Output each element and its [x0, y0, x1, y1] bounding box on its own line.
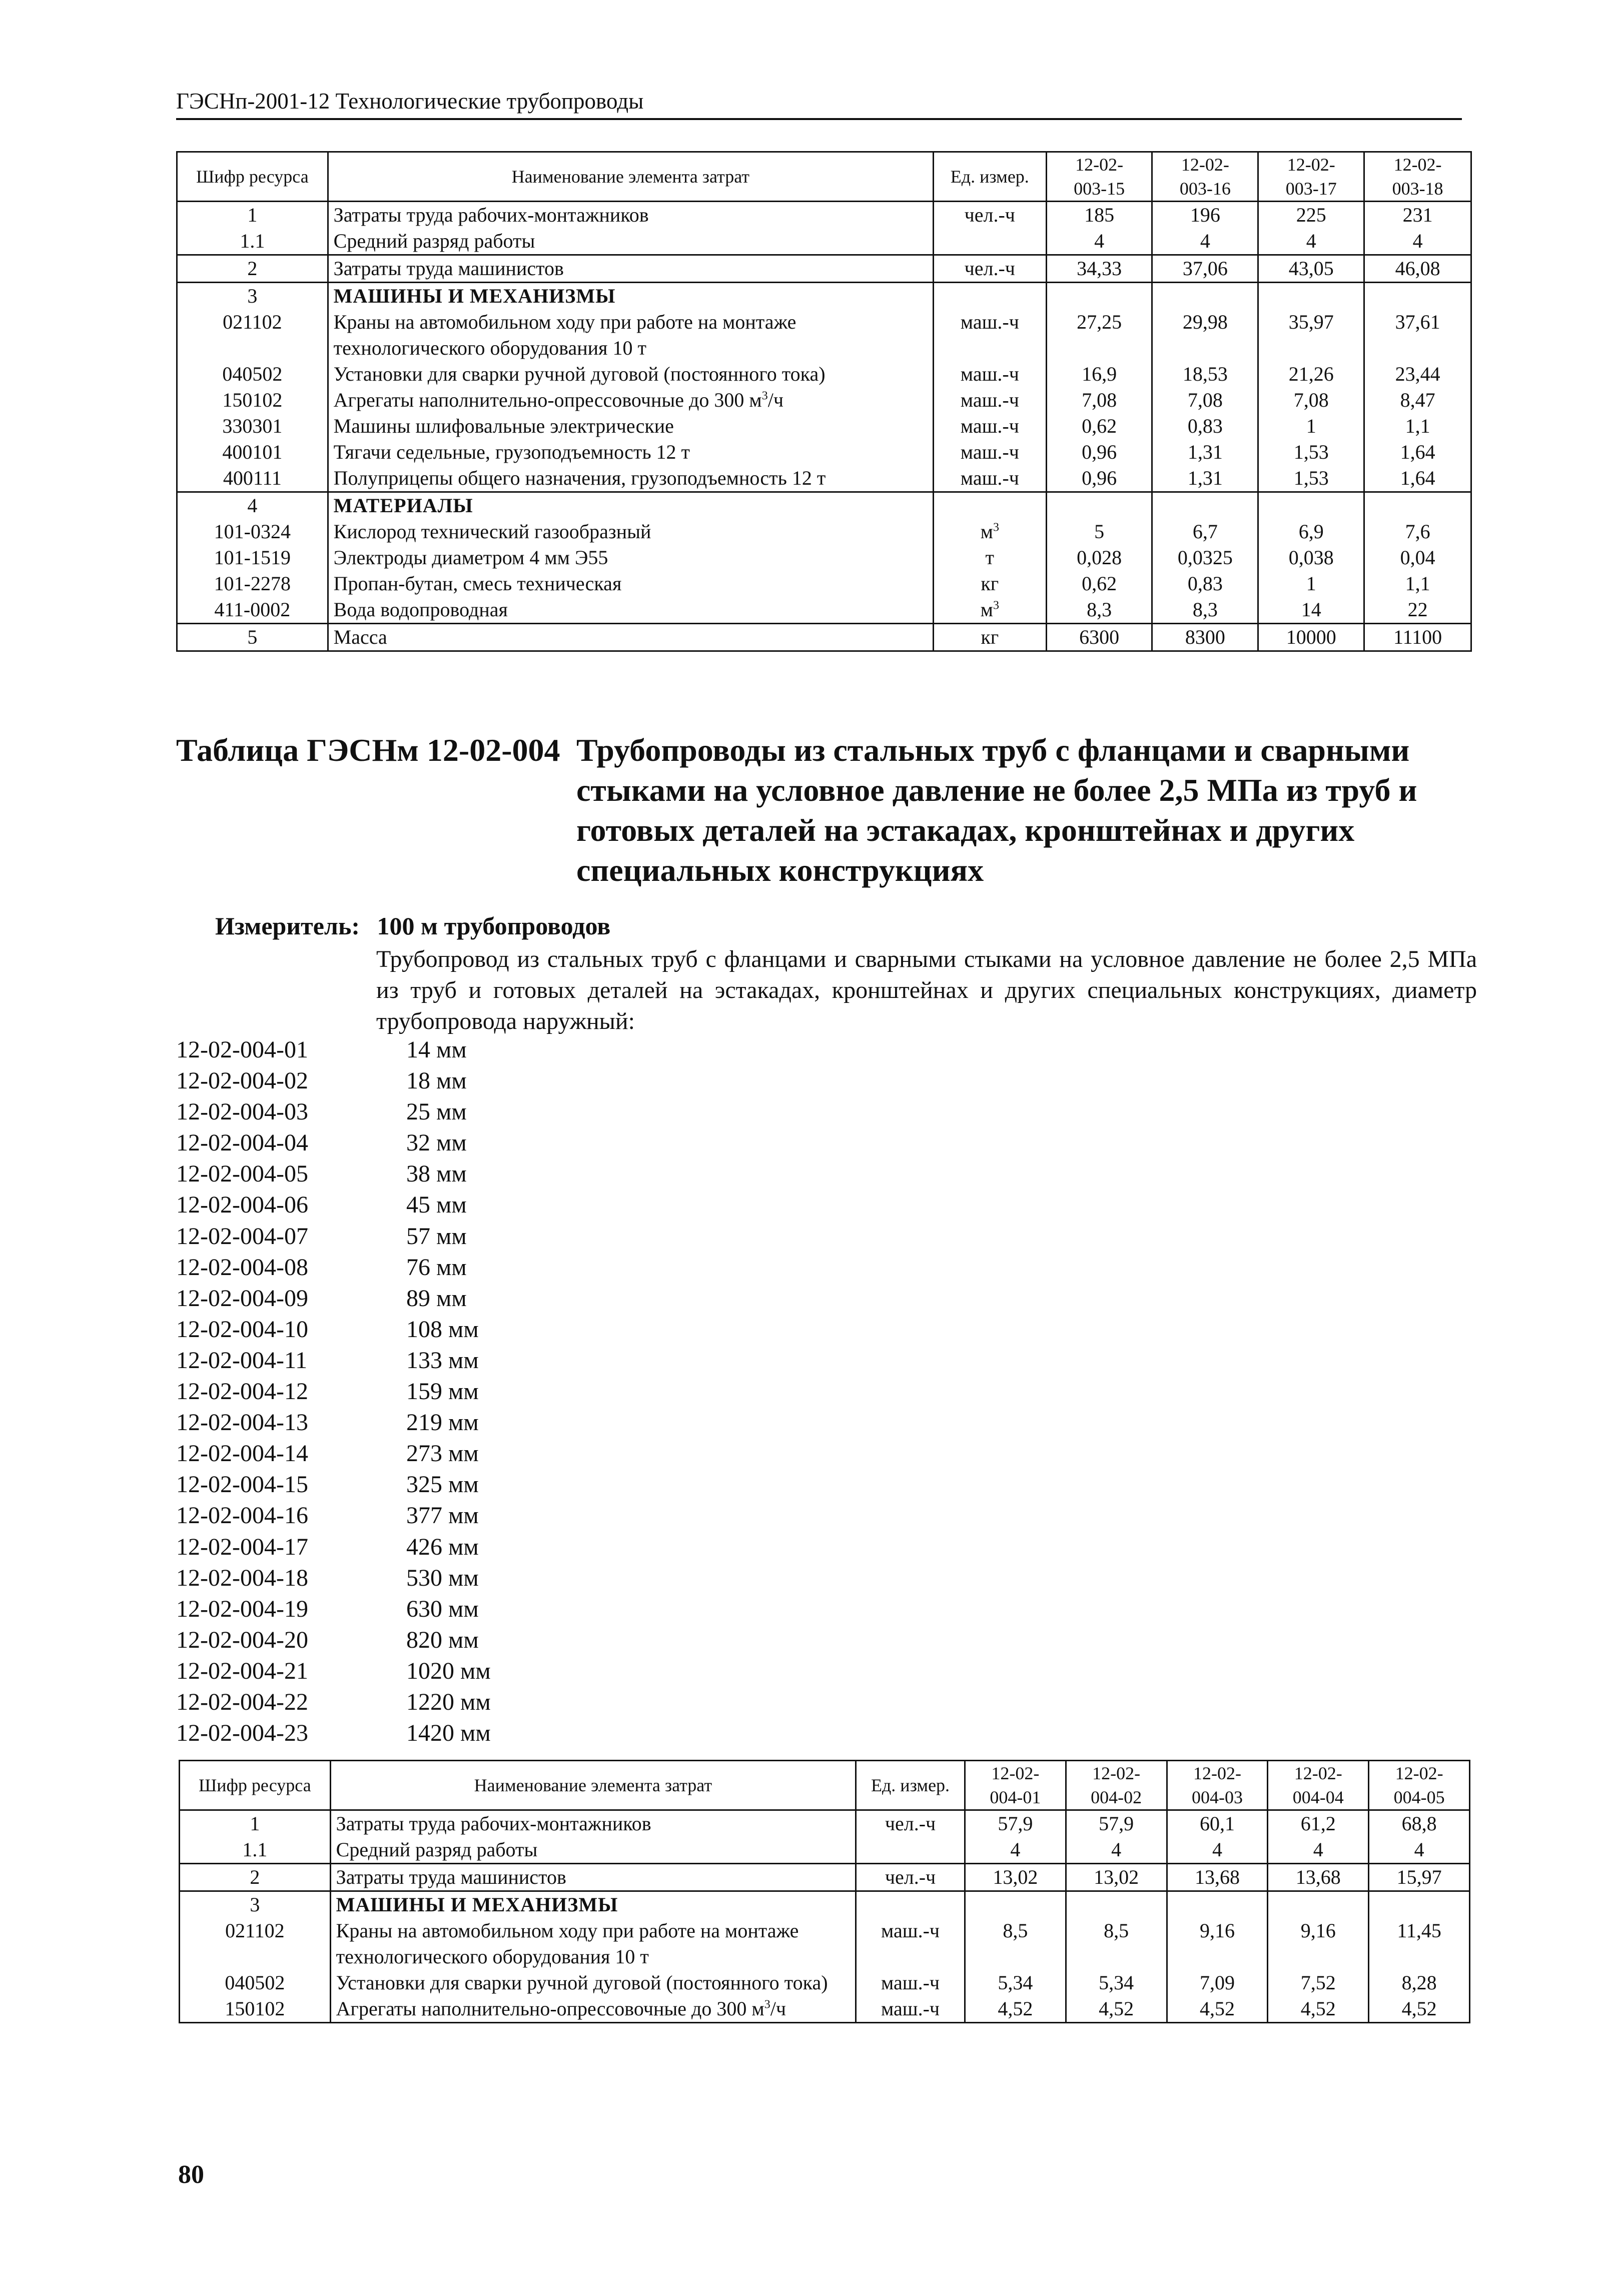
resource-name: Краны на автомобильном ходу при работе на монтаже технологического оборудования 10 т — [330, 1918, 856, 1970]
resource-code: 3 — [177, 283, 328, 310]
table-header-row — [177, 152, 1471, 202]
resource-name: Средний разряд работы — [330, 1837, 856, 1864]
resource-name: МАТЕРИАЛЫ — [328, 492, 933, 519]
norm-value: 1,53 — [1258, 439, 1364, 465]
diameter-row — [176, 1718, 576, 1749]
table-row — [180, 1864, 1470, 1891]
page-number: 80 — [178, 2160, 204, 2189]
norm-value: 57,9 — [1066, 1810, 1167, 1837]
norm-value: 27,25 — [1046, 309, 1152, 361]
diameter-row — [176, 1127, 576, 1159]
running-header — [176, 86, 1462, 120]
resource-name: Электроды диаметром 4 мм Э55 — [328, 545, 933, 571]
pipe-diameter: 273 мм — [406, 1440, 479, 1467]
resource-code: 040502 — [180, 1970, 331, 1996]
norm-code: 12-02-004-23 — [176, 1720, 308, 1747]
norm-code: 12-02-004-18 — [176, 1564, 308, 1591]
resource-code: 021102 — [180, 1918, 331, 1970]
norm-value: 8,5 — [1066, 1918, 1167, 1970]
pipe-diameter: 1220 мм — [406, 1688, 491, 1715]
norm-value — [1268, 1891, 1369, 1918]
norm-code: 12-02-004-19 — [176, 1595, 308, 1622]
table-row — [177, 439, 1471, 465]
norm-value: 22 — [1364, 597, 1471, 624]
pipe-diameter: 38 мм — [406, 1161, 467, 1188]
norm-value: 60,1 — [1167, 1810, 1268, 1837]
diameter-row — [176, 1065, 576, 1096]
norm-value: 0,62 — [1046, 413, 1152, 439]
norm-code: 12-02-004-01 — [176, 1036, 308, 1063]
unit: кг — [933, 571, 1046, 597]
column-header: 12-02- 003-18 — [1364, 152, 1471, 202]
resource-code: 5 — [177, 624, 328, 651]
norm-value: 29,98 — [1152, 309, 1258, 361]
norm-value: 37,06 — [1152, 255, 1258, 283]
norm-value: 1,1 — [1364, 413, 1471, 439]
norm-code: 12-02-004-02 — [176, 1067, 308, 1094]
norm-code: 12-02-004-03 — [176, 1098, 308, 1125]
norm-value: 4 — [1152, 228, 1258, 255]
norm-value: 11,45 — [1369, 1918, 1470, 1970]
resource-code: 150102 — [177, 387, 328, 413]
norm-code: 12-02-004-10 — [176, 1316, 308, 1343]
diameter-row — [176, 1625, 576, 1656]
norm-value: 43,05 — [1258, 255, 1364, 283]
pipe-diameter: 57 мм — [406, 1223, 467, 1250]
pipe-diameter: 1420 мм — [406, 1720, 491, 1747]
norm-value: 21,26 — [1258, 361, 1364, 387]
resource-name: Затраты труда машинистов — [330, 1864, 856, 1891]
unit — [933, 492, 1046, 519]
column-header: 12-02- 004-03 — [1167, 1761, 1268, 1810]
norm-value — [1046, 492, 1152, 519]
table-row — [177, 361, 1471, 387]
table-row — [177, 465, 1471, 492]
resource-name: Краны на автомобильном ходу при работе на монтаже технологического оборудования 10 т — [328, 309, 933, 361]
resource-name: МАШИНЫ И МЕХАНИЗМЫ — [330, 1891, 856, 1918]
norm-value: 7,08 — [1258, 387, 1364, 413]
norm-value: 5,34 — [965, 1970, 1066, 1996]
diameter-row — [176, 1221, 576, 1252]
norm-code: 12-02-004-09 — [176, 1285, 308, 1312]
norm-value: 1,1 — [1364, 571, 1471, 597]
pipe-diameter: 32 мм — [406, 1129, 467, 1157]
norm-value: 4 — [1046, 228, 1152, 255]
norm-code: 12-02-004-15 — [176, 1471, 308, 1498]
table-row — [177, 413, 1471, 439]
resource-name: Полуприцепы общего назначения, грузоподъемность 12 т — [328, 465, 933, 492]
norm-code: 12-02-004-20 — [176, 1626, 308, 1653]
column-header: 12-02- 004-01 — [965, 1761, 1066, 1810]
norm-value: 4,52 — [1268, 1996, 1369, 2023]
resource-code: 4 — [177, 492, 328, 519]
table-row — [180, 1891, 1470, 1918]
norm-value: 0,0325 — [1152, 545, 1258, 571]
pipe-diameter: 820 мм — [406, 1626, 479, 1653]
diameter-row — [176, 1159, 576, 1190]
diameter-row — [176, 1096, 576, 1127]
norm-value: 8300 — [1152, 624, 1258, 651]
unit — [933, 228, 1046, 255]
column-header: 12-02- 004-02 — [1066, 1761, 1167, 1810]
norm-value — [1364, 283, 1471, 310]
norm-value: 0,96 — [1046, 465, 1152, 492]
norm-value: 18,53 — [1152, 361, 1258, 387]
unit: маш.-ч — [933, 309, 1046, 361]
table-row — [180, 1918, 1470, 1970]
norm-value: 15,97 — [1369, 1864, 1470, 1891]
norm-code: 12-02-004-16 — [176, 1502, 308, 1529]
norm-code: 12-02-004-06 — [176, 1192, 308, 1219]
norm-value: 6,9 — [1258, 519, 1364, 545]
norm-value: 225 — [1258, 202, 1364, 229]
norm-value: 8,47 — [1364, 387, 1471, 413]
norm-code: 12-02-004-07 — [176, 1223, 308, 1250]
diameter-row — [176, 1532, 576, 1563]
table-row — [177, 492, 1471, 519]
norm-value: 4 — [1369, 1837, 1470, 1864]
table-header-row — [180, 1761, 1470, 1810]
norm-value: 0,028 — [1046, 545, 1152, 571]
resource-code: 1.1 — [180, 1837, 331, 1864]
norm-code: 12-02-004-13 — [176, 1409, 308, 1436]
table-row — [177, 624, 1471, 651]
norm-value: 1,31 — [1152, 439, 1258, 465]
norm-value: 7,08 — [1152, 387, 1258, 413]
resource-table-004 — [179, 1760, 1470, 2023]
norm-code: 12-02-004-21 — [176, 1657, 308, 1684]
norm-value: 23,44 — [1364, 361, 1471, 387]
diameter-row — [176, 1469, 576, 1500]
resource-code: 1 — [177, 202, 328, 229]
unit: маш.-ч — [856, 1996, 965, 2023]
resource-name: Масса — [328, 624, 933, 651]
column-header: 12-02- 004-04 — [1268, 1761, 1369, 1810]
table-title-text: Трубопроводы из стальных труб с фланцами и сварными стыками на условное давление не более 2,5 МПа из труб и готовых деталей на эстакадах, кронштейнах и других специальных конструкциях — [576, 732, 1417, 888]
diameter-code-list — [176, 1034, 576, 1749]
norm-value: 11100 — [1364, 624, 1471, 651]
unit: кг — [933, 624, 1046, 651]
norm-value: 185 — [1046, 202, 1152, 229]
norm-code: 12-02-004-22 — [176, 1688, 308, 1715]
unit: маш.-ч — [856, 1970, 965, 1996]
resource-code: 1.1 — [177, 228, 328, 255]
resource-code: 101-2278 — [177, 571, 328, 597]
norm-value: 5 — [1046, 519, 1152, 545]
table-row — [177, 597, 1471, 624]
resource-code: 400111 — [177, 465, 328, 492]
norm-value: 16,9 — [1046, 361, 1152, 387]
diameter-row — [176, 1034, 576, 1065]
norm-value: 9,16 — [1268, 1918, 1369, 1970]
pipe-diameter: 377 мм — [406, 1502, 479, 1529]
resource-name: Агрегаты наполнительно-опрессовочные до 300 $м^3/ч$ — [328, 387, 933, 413]
table-row — [180, 1837, 1470, 1864]
diameter-row — [176, 1687, 576, 1718]
norm-value: 7,09 — [1167, 1970, 1268, 1996]
unit: $м^3$ — [933, 519, 1046, 545]
pipe-diameter: 108 мм — [406, 1316, 479, 1343]
resource-name: Машины шлифовальные электрические — [328, 413, 933, 439]
unit: чел.-ч — [856, 1864, 965, 1891]
resource-name: Затраты труда рабочих-монтажников — [328, 202, 933, 229]
resource-code: 2 — [177, 255, 328, 283]
diameter-row — [176, 1283, 576, 1314]
norm-value: 7,52 — [1268, 1970, 1369, 1996]
norm-value: 8,28 — [1369, 1970, 1470, 1996]
unit: чел.-ч — [856, 1810, 965, 1837]
diameter-row — [176, 1438, 576, 1469]
norm-code: 12-02-004-05 — [176, 1161, 308, 1188]
norm-value: 4 — [1258, 228, 1364, 255]
resource-name: Вода водопроводная — [328, 597, 933, 624]
measure-unit — [215, 910, 610, 941]
norm-value: 0,038 — [1258, 545, 1364, 571]
norm-value: 7,08 — [1046, 387, 1152, 413]
table-title-label: Таблица ГЭСНм 12-02-004 — [176, 732, 560, 768]
unit — [856, 1891, 965, 1918]
resource-name: Установки для сварки ручной дуговой (постоянного тока) — [328, 361, 933, 387]
pipe-diameter: 89 мм — [406, 1285, 467, 1312]
norm-value: 68,8 — [1369, 1810, 1470, 1837]
table-row — [180, 1996, 1470, 2023]
norm-value — [1167, 1891, 1268, 1918]
column-header: Ед. измер. — [856, 1761, 965, 1810]
unit: маш.-ч — [933, 413, 1046, 439]
norm-value: 9,16 — [1167, 1918, 1268, 1970]
norm-value: 13,68 — [1167, 1864, 1268, 1891]
pipe-diameter: 18 мм — [406, 1067, 467, 1094]
norm-value: 6,7 — [1152, 519, 1258, 545]
resource-name: Затраты труда машинистов — [328, 255, 933, 283]
resource-code: 150102 — [180, 1996, 331, 2023]
norm-value: 4 — [965, 1837, 1066, 1864]
header-title: ГЭСНп-2001-12 Технологические трубопроводы — [176, 89, 644, 114]
norm-value: 8,3 — [1152, 597, 1258, 624]
pipe-diameter: 1020 мм — [406, 1657, 491, 1684]
table-row — [177, 571, 1471, 597]
unit: т — [933, 545, 1046, 571]
unit: маш.-ч — [933, 439, 1046, 465]
norm-value — [1258, 492, 1364, 519]
diameter-row — [176, 1190, 576, 1221]
table-row — [177, 283, 1471, 310]
norm-code: 12-02-004-12 — [176, 1378, 308, 1405]
norm-value: 1,53 — [1258, 465, 1364, 492]
unit: маш.-ч — [933, 387, 1046, 413]
table-row — [177, 255, 1471, 283]
norm-value: 34,33 — [1046, 255, 1152, 283]
norm-value: 61,2 — [1268, 1810, 1369, 1837]
table-row — [180, 1810, 1470, 1837]
norm-value: 46,08 — [1364, 255, 1471, 283]
unit — [933, 283, 1046, 310]
norm-value: 0,04 — [1364, 545, 1471, 571]
norm-value: 35,97 — [1258, 309, 1364, 361]
norm-value — [1152, 283, 1258, 310]
pipe-diameter: 159 мм — [406, 1378, 479, 1405]
pipe-diameter: 530 мм — [406, 1564, 479, 1591]
norm-code: 12-02-004-08 — [176, 1254, 308, 1281]
norm-value: 0,62 — [1046, 571, 1152, 597]
norm-value: 8,3 — [1046, 597, 1152, 624]
norm-value: 1 — [1258, 571, 1364, 597]
table-row — [177, 519, 1471, 545]
norm-value: 4,52 — [1369, 1996, 1470, 2023]
resource-code: 101-1519 — [177, 545, 328, 571]
norm-value: 13,02 — [965, 1864, 1066, 1891]
norm-value: 13,68 — [1268, 1864, 1369, 1891]
measure-label: Измеритель: — [215, 912, 360, 940]
unit — [856, 1837, 965, 1864]
resource-name: Тягачи седельные, грузоподъемность 12 т — [328, 439, 933, 465]
norm-value — [1046, 283, 1152, 310]
norm-value: 6300 — [1046, 624, 1152, 651]
resource-name: Агрегаты наполнительно-опрессовочные до 300 $м^3/ч$ — [330, 1996, 856, 2023]
table-row — [177, 228, 1471, 255]
norm-code: 12-02-004-11 — [176, 1347, 308, 1374]
norm-value: 4,52 — [1066, 1996, 1167, 2023]
pipe-diameter: 219 мм — [406, 1409, 479, 1436]
norm-value: 37,61 — [1364, 309, 1471, 361]
resource-code: 411-0002 — [177, 597, 328, 624]
norm-value — [1258, 283, 1364, 310]
pipe-diameter: 76 мм — [406, 1254, 467, 1281]
norm-value — [965, 1891, 1066, 1918]
resource-name: Средний разряд работы — [328, 228, 933, 255]
norm-value: 0,83 — [1152, 413, 1258, 439]
resource-name: Установки для сварки ручной дуговой (постоянного тока) — [330, 1970, 856, 1996]
unit: маш.-ч — [933, 465, 1046, 492]
column-header: Наименование элемента затрат — [328, 152, 933, 202]
diameter-row — [176, 1345, 576, 1376]
norm-value: 4,52 — [965, 1996, 1066, 2023]
table-row — [180, 1970, 1470, 1996]
norm-value: 13,02 — [1066, 1864, 1167, 1891]
unit: маш.-ч — [856, 1918, 965, 1970]
column-header: Ед. измер. — [933, 152, 1046, 202]
norm-value: 1 — [1258, 413, 1364, 439]
pipe-diameter: 133 мм — [406, 1347, 479, 1374]
diameter-row — [176, 1314, 576, 1345]
table-row — [177, 309, 1471, 361]
resource-code: 330301 — [177, 413, 328, 439]
column-header: 12-02- 004-05 — [1369, 1761, 1470, 1810]
norm-value: 14 — [1258, 597, 1364, 624]
resource-code: 400101 — [177, 439, 328, 465]
norm-value — [1364, 492, 1471, 519]
norm-value: 5,34 — [1066, 1970, 1167, 1996]
unit: $м^3$ — [933, 597, 1046, 624]
diameter-row — [176, 1252, 576, 1283]
pipe-diameter: 45 мм — [406, 1192, 467, 1219]
unit: чел.-ч — [933, 255, 1046, 283]
table-row — [177, 545, 1471, 571]
norm-value: 4 — [1364, 228, 1471, 255]
pipe-diameter: 325 мм — [406, 1471, 479, 1498]
column-header: Шифр ресурса — [177, 152, 328, 202]
resource-code: 1 — [180, 1810, 331, 1837]
diameter-row — [176, 1594, 576, 1625]
norm-value: 4 — [1268, 1837, 1369, 1864]
resource-code: 3 — [180, 1891, 331, 1918]
table-row — [177, 387, 1471, 413]
norm-value: 4,52 — [1167, 1996, 1268, 2023]
resource-name: МАШИНЫ И МЕХАНИЗМЫ — [328, 283, 933, 310]
resource-name: Затраты труда рабочих-монтажников — [330, 1810, 856, 1837]
norm-value: 1,64 — [1364, 465, 1471, 492]
norm-value: 196 — [1152, 202, 1258, 229]
norm-code: 12-02-004-04 — [176, 1129, 308, 1157]
norm-value: 0,96 — [1046, 439, 1152, 465]
table-row — [177, 202, 1471, 229]
column-header: 12-02- 003-15 — [1046, 152, 1152, 202]
pipe-diameter: 25 мм — [406, 1098, 467, 1125]
resource-code: 101-0324 — [177, 519, 328, 545]
resource-code: 021102 — [177, 309, 328, 361]
diameter-row — [176, 1563, 576, 1594]
norm-value — [1066, 1891, 1167, 1918]
pipe-diameter: 14 мм — [406, 1036, 467, 1063]
pipe-diameter: 426 мм — [406, 1533, 479, 1560]
norm-value: 57,9 — [965, 1810, 1066, 1837]
column-header: Наименование элемента затрат — [330, 1761, 856, 1810]
norm-value: 10000 — [1258, 624, 1364, 651]
norm-code: 12-02-004-17 — [176, 1533, 308, 1560]
unit: маш.-ч — [933, 361, 1046, 387]
norm-value — [1369, 1891, 1470, 1918]
resource-table-003 — [176, 151, 1472, 652]
norm-value: 0,83 — [1152, 571, 1258, 597]
column-header: Шифр ресурса — [180, 1761, 331, 1810]
norm-value: 1,31 — [1152, 465, 1258, 492]
norm-value: 231 — [1364, 202, 1471, 229]
column-header: 12-02- 003-17 — [1258, 152, 1364, 202]
norm-value: 7,6 — [1364, 519, 1471, 545]
norm-code: 12-02-004-14 — [176, 1440, 308, 1467]
norm-value — [1152, 492, 1258, 519]
diameter-row — [176, 1500, 576, 1531]
norm-value: 4 — [1066, 1837, 1167, 1864]
resource-code: 2 — [180, 1864, 331, 1891]
resource-name: Пропан-бутан, смесь техническая — [328, 571, 933, 597]
work-description: Трубопровод из стальных труб с фланцами и сварными стыками на условное давление не более 2,5 МПа из труб и готовых деталей на эстакадах, кронштейнах и других специальных конструкциях, диаметр трубопровода наружный: — [376, 946, 1477, 1034]
measure-value: 100 м трубопроводов — [377, 912, 611, 940]
pipe-diameter: 630 мм — [406, 1595, 479, 1622]
resource-code: 040502 — [177, 361, 328, 387]
resource-name: Кислород технический газообразный — [328, 519, 933, 545]
norm-value: 8,5 — [965, 1918, 1066, 1970]
norm-value: 4 — [1167, 1837, 1268, 1864]
norm-value: 1,64 — [1364, 439, 1471, 465]
diameter-row — [176, 1376, 576, 1407]
diameter-row — [176, 1656, 576, 1687]
unit: чел.-ч — [933, 202, 1046, 229]
diameter-row — [176, 1407, 576, 1438]
column-header: 12-02- 003-16 — [1152, 152, 1258, 202]
